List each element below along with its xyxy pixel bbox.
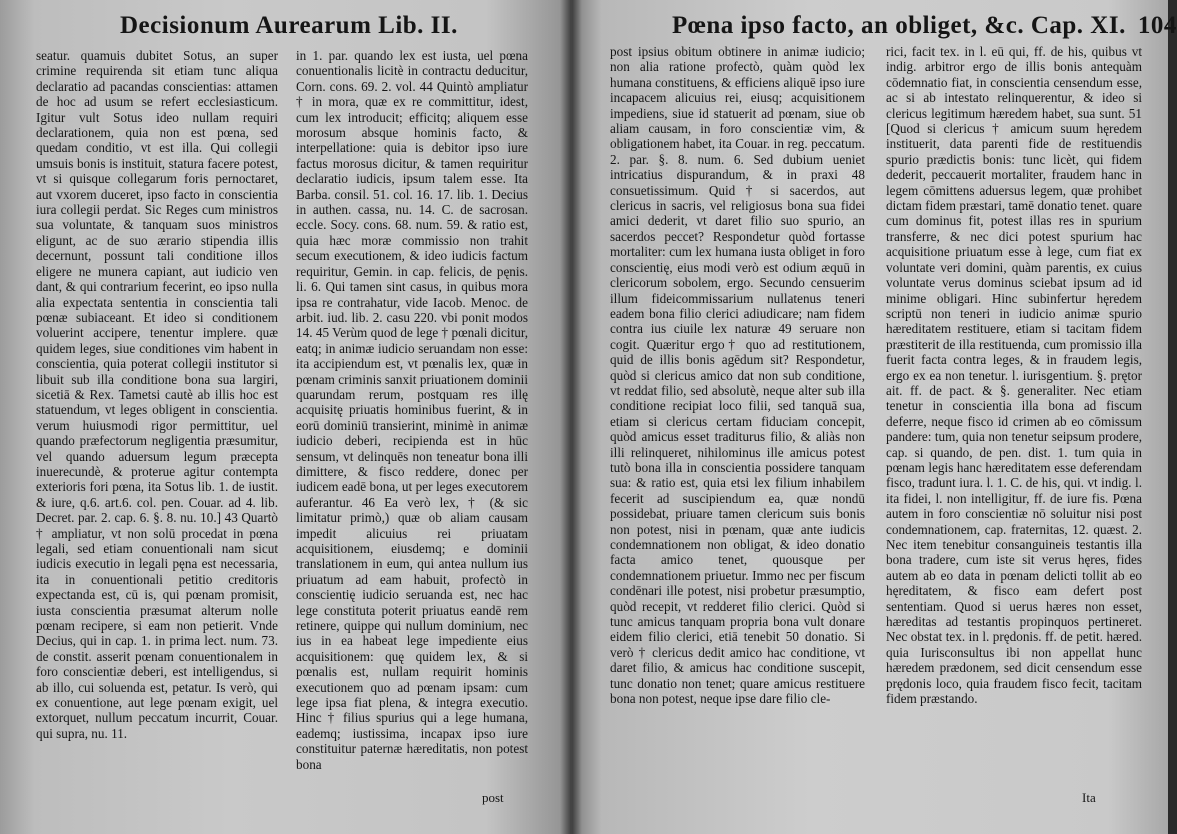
page-number: 104 bbox=[1137, 12, 1177, 39]
right-page bbox=[572, 0, 1177, 834]
left-column-1-text: seatur. quamuis dubitet Sotus, an super crimine requirenda sit etiam tunc aliqua declaratio ad pacandas conscientias: attamen de hoc ad usum se refert ecclesiasticum. Igitur vult Sotus ideo nullam requiri declarationem, quia non est pœna, sed quedam conditio, vt est illa. Qui collegii umsuis bonis is instituit, statura facere potest, vt si quisque collegarum foris pernoctaret, aut vxorem duceret, ipso facto in conscientia iura collegii perdat. Sic Reges cum ministros sua voluntate, & tanquam suos ministros eligunt, ac de suo ærario stipendia illis decernunt, possunt tali conditione illos eligere ne munera capiant, aut iudicio ven dant, & qui contrarium fecerint, eo ipso nulla alia expectata sententia in conscientia tali pœnæ subiaceant. Et ideo si conditionem voluerint accipere, tenentur implere. quæ quidem leges, siue conditiones vim habent in conscientia, quia poterat collegii institutor si libuit sub illa conditione bona sua largiri, sicetiā & Rex. Tametsi cautè ab illis hoc est statuendum, vt leges obligent in conscientia. verum huiusmodi rigor permittitur, uel quando præfectorum negligentia præsumitur, vel quando aduersum legum præcepta inuerecundè, & proterue agitur contempta exterioris fori pœna, ita Sotus lib. 1. de iustit. & iure, q.6. art.6. col. pen. Couar. ad 4. lib. Decret. par. 2. cap. 6. §. 8. nu. 10.] 43 Quartò † ampliatur, vt non solū procedat in pœna legali, sed etiam conuentionali nam sicut iudicis executio in legali pęna est necessaria, ita in conuentionali petitio creditoris expectanda est, cū is, qui pœnam promisit, iusta conscientia præsumat alterum nolle pœnam recipere, si eam non petierit. Vnde Decius, qui in cap. 1. in prima lect. num. 73. de constit. asserit pœnam conuentionalem in foro conscientiæ deberi, est intelligendus, si ab illo, cui soluenda est, petatur. Is verò, qui ex conuentione, aut lege pœnam exigit, uel extorquet, nullum peccatum incurrit, Couar. qui supra, nu. 11. bbox=[36, 48, 278, 741]
right-column-1 bbox=[610, 44, 865, 792]
left-page bbox=[0, 0, 572, 834]
left-column-2-text: in 1. par. quando lex est iusta, uel pœna conuentionalis licitè in contractu deducitur, Corn. cons. 69. 2. vol. 44 Quintò ampliatur † in mora, quæ ex re committitur, idest, cum lex introducit; efficitq; aliquem esse morosum absque hominis facto, & interpellatione: quia is debitor ipso iure factus morosus dicitur, & tamen requiritur declaratio iudicis, ipsum talem esse. Ita Barba. consil. 51. col. 16. 17. lib. 1. Decius in authen. cassa, nu. 14. C. de sacrosan. eccle. Socy. cons. 68. num. 59. & ratio est, quia hæc moræ commissio non trahit secum executionem, & ideo iudicis factum requiritur, Gemin. in cap. felicis, de pęnis. li. 6. Qui tamen sint casus, in quibus mora ipsa re contrahatur, vide Iacob. Menoc. de arbit. iud. lib. 2. casu 220. vbi ponit modos 14. 45 Verùm quod de lege † pœnali dicitur, eatq; in animæ iudicio seruandam non esse: ita accipiendum est, vt pœnalis lex, quæ in pœnam criminis sanxit priuationem dominii quarundam rerum, postquam res illę acquisitę priuatis hominibus fuerint, & in eorū dominiū transierint, minimè in animæ iudicio deberi, recipienda est in hūc sensum, vt delinquēs non teneatur bona illi dimittere, & fisco reddere, donec per iudicem eadē bona, ut per leges executorem auferantur. 46 Ea verò lex, † (& sic limitatur primò,) quæ ob aliam causam impedit alicuius rei priuatam acquisitionem, eiusdemq; e dominii translationem in eum, qui antea nullum ius priuatum ad eam habuit, profectò in conscientię iudicio seruanda est, nec hac lege constituta poterit priuatus eandē rem retinere, quippe qui nullum dominium, nec ius in ea habeat lege impediente eius acquisitionem: quę quidem lex, & si pœnalis est, nullam requirit hominis executionem quo ad pœnam ipsam: cum lege ipsa fiat plena, & integra executio. Hinc † filius spurius qui a lege humana, eademq; iustissima, incapax ipso iure constituitur paternæ hæreditatis, non potest bona bbox=[296, 48, 528, 772]
left-column-2 bbox=[296, 48, 528, 783]
left-catchword: post bbox=[482, 790, 504, 805]
right-running-header bbox=[672, 12, 1177, 40]
right-column-2-text: rici, facit tex. in l. eū qui, ff. de his, quibus vt indig. arbitror ergo de illis bonis antequàm cōdemnatio fiat, in conscientia censendum esse, ac si ab intestato relinquerentur, & ideo si clericus legitimum hæredem habet, sua sunt. 51 [Quod si clericus † amicum suum hęredem instituerit, data parenti fide de restituendis spurio prædictis bonis: tunc licèt, qui fidem dederit, peccauerit mortaliter, fraudem hanc in legem cōmittens aduersus legem, quæ prohibet dictam fidem præstari, tamē donatio tenet. quare cum dominus fit, potest illas res in spurium transferre, & nec dici potest spurium hac acquisitione priuatum esse à lege, cum fiat ex voluntate veri domini, quàm parentis, ex cuius voluntate verus dominus sciebat ipsum ad id minime obligari. Hinc subinfertur hęredem scriptū non teneri in iudicio animæ spurio hæreditatem restituere, etiam si tacitam fidem præstiterit de illa restituenda, cum promissio illa fuerit facta contra leges, & in fraudem legis, ergo ex ea non tenetur. l. iurisgentium. §. prętor ait. ff. de pact. & §. generaliter. Nec etiam tenetur in conscientia illa bona ad fiscum deferre, neque fisco id crimen ab eo cōmissum pandere: tum, quia non tenetur seipsum prodere, cap. si quando, de pen. dist. 1. tum quia in pœnam legis hanc hæreditatem esse deferendam fisco, tradunt iura. l. 1. C. de his, qui. vt indig. l. ita fidei, l. non intelligitur, ff. de iure fis. Pœna autem in foro conscientiæ nō soluitur nisi post condemnationem, cap. fraternitas, 12. quæst. 2. Nec item tenebitur consanguineis testantis illa bona tradere, cum iste sit verus hęres, fides autem ab eo data in pœnam delicti tollit ab eo hęreditatem, & fisco eam defert post sententiam. Quod si uerus hæres non esset, hæreditas ad testantis propinquos pertineret. Nec obstat tex. in l. prędonis. ff. de petit. hæred. quia Iurisconsultus ibi non appellat hunc hæredem prædonem, sed dicit censendum esse prędonis loco, quia fraudem fisco fecit, tacitam fidem præstando. bbox=[886, 44, 1142, 707]
right-column-1-text: post ipsius obitum obtinere in animæ iudicio; non alia ratione profectò, quàm quòd lex humana constituens, & efficiens aliquē ipso iure incapacem alicuius rei, eiusq; acquisitionem impediens, siue id statuerit ad pœnam, siue ob aliam causam, in foro conscientiæ vim, & obligationem habet, ita Couar. in reg. peccatum. 2. par. §. 8. num. 6. Sed dubium ueniet intricatius dispurandum, & in praxi 48 consuetissimum. Quid † si sacerdos, aut clericus in sacris, vel religiosus bona sua fidei amici dederit, vt daret filio suo spurio, an sacerdos peccet? Respondetur quòd fortasse mortaliter: cum lex humana iusta obliget in foro conscientię, eius modi verò est odium æquū in clericorum sobolem, ergo. Secundo censuerim illum fideicommissarium nullatenus teneri eadem bona filio clerici adiudicare; nam fidem contra ius ciuile lex naturæ 49 seruare non cogit. Quæritur ergo† quo ad restitutionem, quid de illis bonis agēdum sit? Respondetur, quòd si clericus amico dat non sub conditione, vt reddat filio, sed absolutè, neque alter sub illa conditione recipiat loco filii, sed tanquā sua, etiam si clericus certam fiduciam concepit, quòd amicus esset traditurus filio, & aliàs non illi relinqueret, nihilominus ille amicus potest tutò bona illa in conscientia possidere tanquam sua: & ratio est, quia etsi lex filium inhabilem fecerit ad suscipiendum ea, quæ nondū possidebat, priuare tamen clericum suis bonis non potest, nisi in pœnam, quæ ante iudicis condemnationem non obligat, & ideo donatio facta amico tenet, quousque per condemnationem priuetur. Immo nec per fiscum condēnari ille potest, nisi probetur præsumptio, quòd recepit, vt redderet filio clerici. Quòd si tunc amicus tanquam propria bona vult donare eidem filio clerici, etiā tenebit 50 donatio. Si verò † clericus dedit amico hac conditione, vt daret filio, & amicus hac conditione suscepit, tunc donatio non tenet; quare amicus restituere bona non potest, neque ipse dare filio cle- bbox=[610, 44, 865, 707]
right-header-title: Pœna ipso facto, an obliget, &c. Cap. XI. bbox=[672, 12, 1126, 39]
right-catchword: Ita bbox=[1082, 790, 1096, 805]
book-gutter-shadow bbox=[560, 0, 582, 834]
left-running-header: Decisionum Aurearum Lib. II. bbox=[120, 12, 458, 39]
left-column-1 bbox=[36, 48, 278, 788]
right-column-2 bbox=[886, 44, 1142, 778]
